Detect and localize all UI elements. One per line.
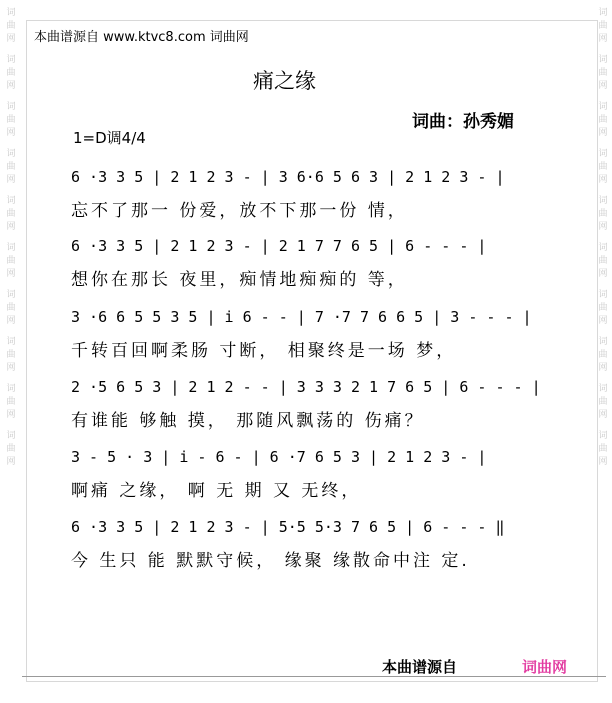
watermark-char: 网 (6, 81, 16, 91)
watermark-char: 曲 (598, 21, 608, 31)
watermark-char: 曲 (598, 115, 608, 125)
watermark-char: 网 (598, 269, 608, 279)
watermark-char: 曲 (6, 115, 16, 125)
notation-line: 6 ·3 3 5 | 2 1 2 3 - | 2 1 7 7 6 5 | 6 - - - | (71, 237, 487, 255)
watermark-char: 网 (598, 81, 608, 91)
watermark-char: 网 (6, 34, 16, 44)
watermark-char: 网 (598, 457, 608, 467)
watermark-char: 网 (598, 222, 608, 232)
watermark-char: 词 (6, 337, 16, 347)
watermark-char: 曲 (6, 444, 16, 454)
watermark-char: 词 (6, 290, 16, 300)
watermark-char: 词 (6, 431, 16, 441)
watermark-char: 曲 (598, 162, 608, 172)
watermark-char: 词 (598, 196, 608, 206)
watermark-char: 网 (598, 410, 608, 420)
notation-line: 2 ·5 6 5 3 | 2 1 2 - - | 3 3 3 2 1 7 6 5 | 6 - - - | (71, 378, 541, 396)
lyrics-line: 忘不了那一 份爱，放不下那一份 情， (71, 201, 408, 221)
watermark-char: 词 (598, 149, 608, 159)
watermark-char: 词 (598, 55, 608, 65)
watermark-char: 曲 (6, 397, 16, 407)
watermark-char: 词 (6, 55, 16, 65)
watermark-char: 曲 (598, 256, 608, 266)
watermark-char: 曲 (6, 209, 16, 219)
watermark-char: 词 (598, 384, 608, 394)
watermark-char: 曲 (598, 350, 608, 360)
watermark-char: 网 (6, 175, 16, 185)
watermark-char: 网 (598, 128, 608, 138)
watermark-char: 网 (6, 457, 16, 467)
watermark-char: 词 (6, 102, 16, 112)
lyrics-line: 想你在那长 夜里，痴情地痴痴的 等， (71, 270, 408, 290)
watermark-char: 词 (598, 290, 608, 300)
watermark-char: 网 (598, 363, 608, 373)
lyrics-line: 啊痛 之缘， 啊 无 期 又 无终， (71, 481, 362, 501)
footer-site: 词曲网 (522, 658, 568, 676)
watermark-char: 词 (598, 102, 608, 112)
key-signature: 1=D调4/4 (73, 129, 146, 147)
watermark-char: 曲 (598, 68, 608, 78)
watermark-char: 词 (598, 243, 608, 253)
watermark-char: 网 (6, 269, 16, 279)
notation-line: 3 - 5 · 3 | i - 6 - | 6 ·7 6 5 3 | 2 1 2 3 - | (71, 448, 487, 466)
watermark-char: 网 (6, 363, 16, 373)
composer-credit: 词曲：孙秀媚 (412, 112, 514, 132)
watermark-char: 曲 (6, 162, 16, 172)
watermark-char: 曲 (598, 209, 608, 219)
watermark-char: 网 (598, 175, 608, 185)
watermark-char: 网 (6, 128, 16, 138)
watermark-char: 词 (6, 243, 16, 253)
watermark-char: 曲 (598, 444, 608, 454)
watermark-left (2, 0, 20, 703)
notation-line: 6 ·3 3 5 | 2 1 2 3 - | 3 6·6 5 6 3 | 2 1 2 3 - | (71, 168, 505, 186)
watermark-char: 网 (6, 316, 16, 326)
watermark-char: 词 (598, 8, 608, 18)
watermark-char: 曲 (6, 256, 16, 266)
watermark-char: 网 (598, 316, 608, 326)
lyrics-line: 今 生只 能 默默守候， 缘聚 缘散命中注 定. (71, 551, 470, 571)
watermark-char: 曲 (6, 21, 16, 31)
footer-source: 本曲谱源自 (382, 658, 458, 676)
watermark-char: 词 (598, 337, 608, 347)
watermark-char: 曲 (598, 303, 608, 313)
source-header: 本曲谱源自 www.ktvc8.com 词曲网 (34, 30, 249, 45)
watermark-char: 词 (6, 149, 16, 159)
watermark-char: 网 (6, 410, 16, 420)
song-title: 痛之缘 (253, 69, 316, 93)
watermark-char: 词 (598, 431, 608, 441)
watermark-char: 曲 (6, 303, 16, 313)
watermark-char: 词 (6, 8, 16, 18)
footer-divider (22, 676, 606, 677)
watermark-char: 网 (6, 222, 16, 232)
lyrics-line: 有谁能 够触 摸， 那随风飘荡的 伤痛？ (71, 411, 425, 431)
lyrics-line: 千转百回啊柔肠 寸断， 相聚终是一场 梦， (71, 341, 457, 361)
watermark-char: 网 (598, 34, 608, 44)
notation-line: 6 ·3 3 5 | 2 1 2 3 - | 5·5 5·3 7 6 5 | 6 - - - ‖ (71, 518, 505, 536)
watermark-char: 词 (6, 384, 16, 394)
watermark-char: 曲 (6, 350, 16, 360)
watermark-char: 词 (6, 196, 16, 206)
watermark-char: 曲 (6, 68, 16, 78)
watermark-char: 曲 (598, 397, 608, 407)
notation-line: 3 ·6 6 5 5 3 5 | i 6 - - | 7 ·7 7 6 6 5 | 3 - - - | (71, 308, 532, 326)
